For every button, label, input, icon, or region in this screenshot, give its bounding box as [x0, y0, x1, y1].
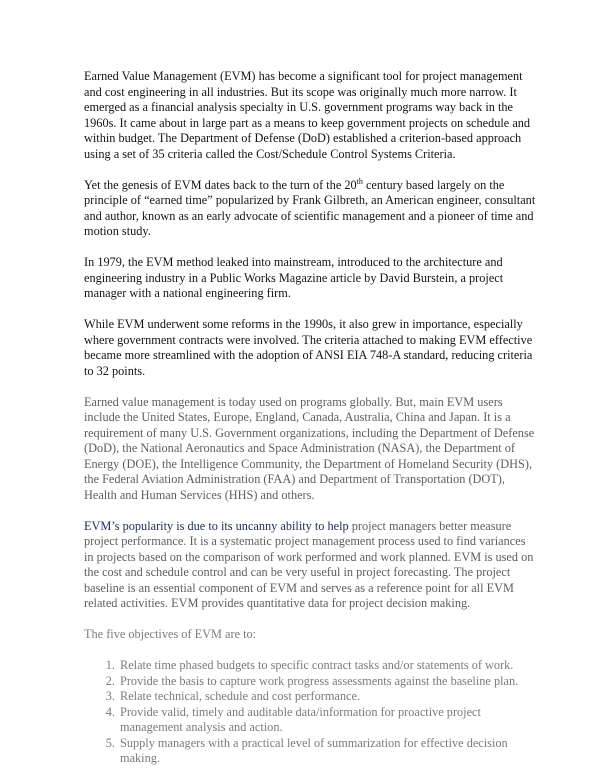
list-item-text: 1. Relate time phased budgets to specific contract tasks and/or statements of work. — [120, 658, 514, 672]
text-line: Energy (DOE), the Intelligence Community, the Department of Homeland Security (DHS), — [84, 456, 533, 471]
text-line: In 1979, the EVM method leaked into mainstream, introduced to the architecture and — [84, 255, 503, 269]
paragraph — [84, 395, 554, 504]
text-segment: century based largely on the — [362, 177, 505, 192]
text-line: (DoD), the National Aeronautics and Space Administration (NASA), the Department of — [84, 441, 515, 455]
superscript: th — [356, 176, 363, 186]
text-line: using a set of 35 criteria called the Cost/Schedule Control Systems Criteria. — [84, 146, 456, 161]
list-item-text: 2. Provide the basis to capture work progress assessments against the baseline plan. — [120, 673, 519, 688]
paragraph — [84, 627, 554, 643]
text-line: 1960s. It came about in large part as a means to keep government projects on schedule and — [84, 115, 531, 130]
list-item-text: 4. Provide valid, timely and auditable data/information for proactive project — [120, 704, 481, 719]
text-line: the Federal Aviation Administration (FAA) and Department of Transportation (DOT), — [84, 472, 505, 486]
text-line: within budget. The Department of Defense (DoD) established a criterion-based approach — [84, 131, 522, 145]
list-item-text: management analysis and action. — [120, 720, 283, 734]
text-line: project performance. It is a systematic project management process used to find variances — [84, 534, 526, 548]
list-item-text: making. — [120, 751, 160, 765]
text-segment: EVM’s popularity is due to its uncanny ability to help — [84, 518, 349, 533]
document-page — [84, 69, 554, 767]
text-line — [84, 178, 554, 194]
text-line: baseline is an essential component of EVM and serves as a reference point for all EVM — [84, 580, 514, 595]
text-line: the cost and schedule control and can be very useful in project forecasting. The project — [84, 565, 511, 579]
paragraph — [84, 519, 554, 612]
list-item-text: 5. Supply managers with a practical level of summarization for effective decision — [120, 735, 508, 750]
paragraph — [84, 178, 554, 240]
text-segment: project managers better measure — [348, 518, 512, 533]
list-item — [118, 658, 554, 674]
text-line: While EVM underwent some reforms in the 1990s, it also grew in importance, especially — [84, 317, 523, 331]
text-line: Health and Human Services (HHS) and others. — [84, 487, 315, 502]
list-item — [118, 736, 554, 767]
text-line: related activities. EVM provides quantitative data for project decision making. — [84, 596, 471, 610]
text-line: include the United States, Europe, England, Canada, Australia, China and Japan. It is a — [84, 410, 511, 424]
text-line: The five objectives of EVM are to: — [84, 627, 257, 641]
paragraph — [84, 69, 554, 162]
paragraph — [84, 317, 554, 379]
body-text — [84, 69, 554, 643]
text-line: became more streamlined with the adoption of ANSI EIA 748-A standard, reducing criteria — [84, 348, 533, 362]
text-line: requirement of many U.S. Government organizations, including the Department of Defense — [84, 425, 535, 440]
text-line: emerged as a financial analysis specialty in U.S. government programs way back in the — [84, 100, 514, 114]
list-item-text: 3. Relate technical, schedule and cost performance. — [120, 689, 361, 703]
list-item — [118, 689, 554, 705]
text-line — [84, 519, 554, 535]
text-line: and author, known as an early advocate of scientific management and a pioneer of time and — [84, 208, 534, 223]
text-line: manager with a national engineering firm. — [84, 286, 291, 300]
paragraph — [84, 255, 554, 302]
list-item — [118, 705, 554, 736]
text-segment: Yet the genesis of EVM dates back to the turn of the 20 — [84, 177, 357, 192]
text-line: where government contracts were involved. The criteria attached to making EVM effective — [84, 332, 533, 347]
text-line: in projects based on the comparison of work performed and work planned. EVM is used on — [84, 549, 534, 564]
text-line: to 32 points. — [84, 363, 146, 378]
text-line: motion study. — [84, 224, 151, 238]
text-line: engineering industry in a Public Works Magazine article by David Burstein, a project — [84, 270, 504, 285]
objectives-list — [84, 658, 554, 767]
text-line: Earned value management is today used on programs globally. But, main EVM users — [84, 394, 503, 409]
text-line: principle of “earned time” popularized by Frank Gilbreth, an American engineer, consultant — [84, 193, 536, 207]
list-item — [118, 674, 554, 690]
text-line: Earned Value Management (EVM) has become a significant tool for project management — [84, 69, 523, 83]
text-line: and cost engineering in all industries. But its scope was originally much more narrow. It — [84, 84, 517, 99]
